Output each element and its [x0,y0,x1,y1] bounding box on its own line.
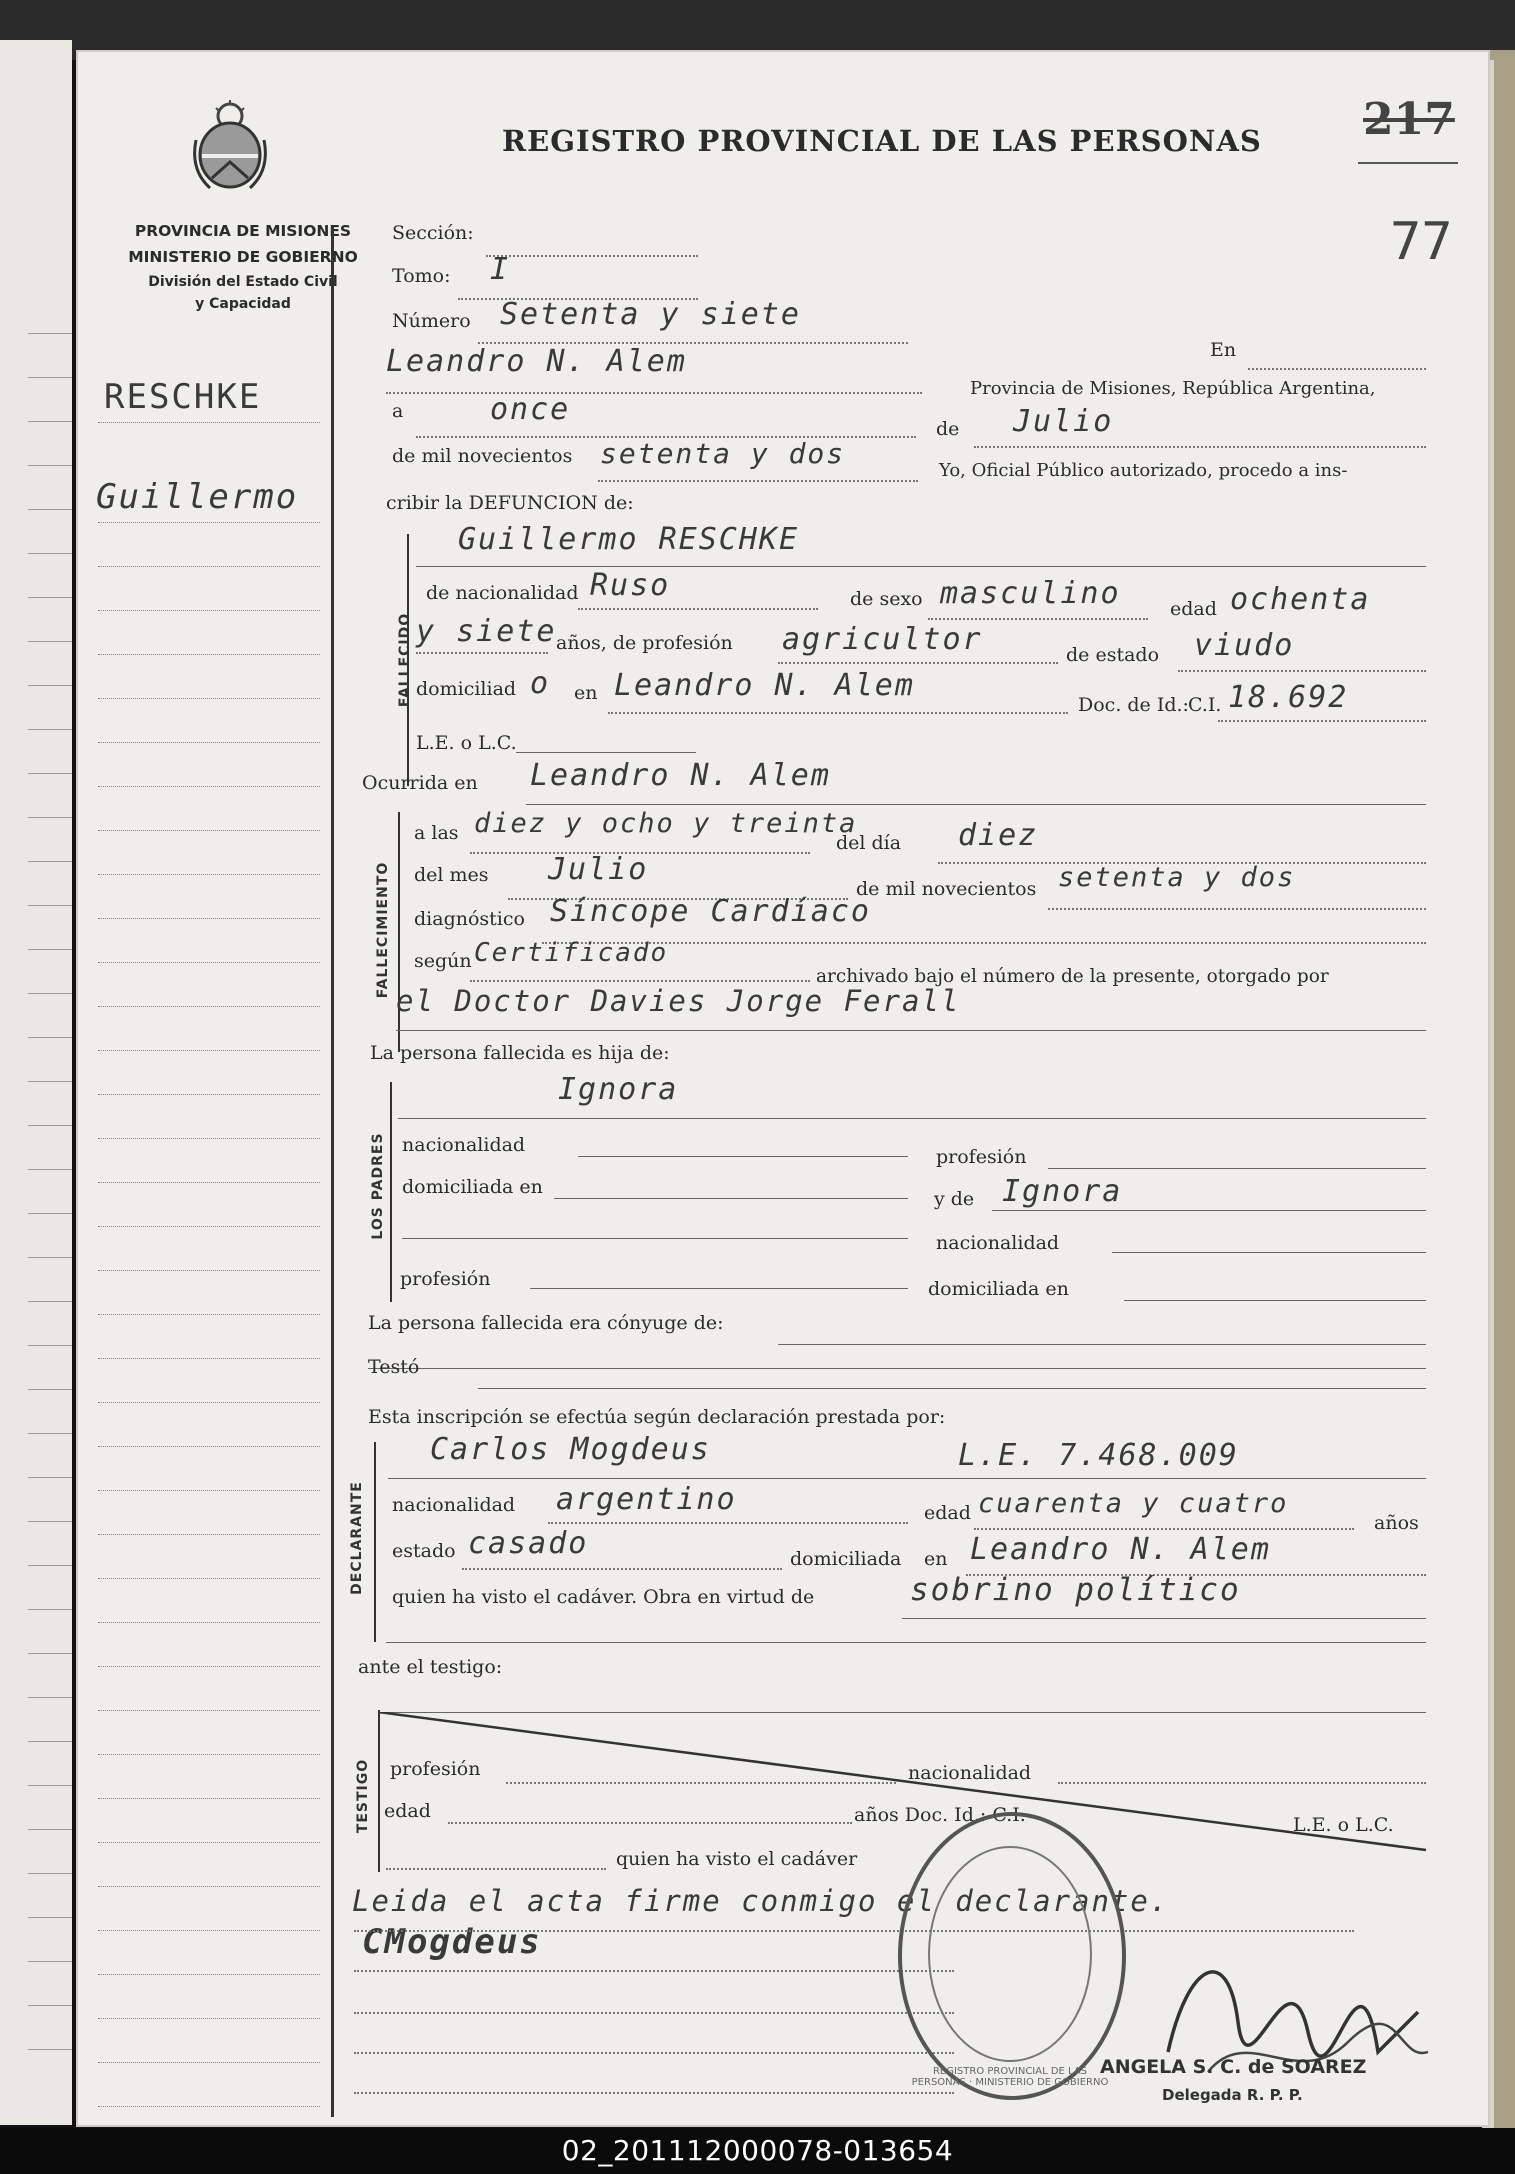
closing-text: Leida el acta firme conmigo el declarante. [352,1884,1170,1918]
edad-value-b: y siete [416,614,557,649]
day-value: once [490,392,571,427]
previous-page-edge [0,40,72,2125]
edad-label: edad [1170,598,1217,620]
declarante-name: Carlos Mogdeus [430,1432,711,1467]
declarante-estado-label: estado [392,1540,456,1562]
padres-section-label: LOS PADRES [370,1132,386,1240]
yo-label: Yo, Oficial Público autorizado, procedo a ins- [939,460,1348,481]
declarante-section-label: DECLARANTE [349,1481,365,1595]
testigo-nacionalidad-label: nacionalidad [908,1762,1032,1784]
en-label: En [1210,339,1237,361]
page-title: REGISTRO PROVINCIAL DE LAS PERSONAS [502,124,1262,158]
domicilio-suffix: o [530,666,551,701]
declarante-domiciliada-label: domiciliada [790,1548,902,1570]
margin-rule [331,227,334,2117]
ministry-heading: MINISTERIO DE GOBIERNO [128,248,358,266]
le-lc-label: L.E. o L.C. [416,732,517,754]
segun-value: Certificado [474,938,669,968]
testigo-ante-label: ante el testigo: [358,1656,503,1678]
ocurrida-label: Ocurrida en [362,772,478,794]
declarante-nacionalidad-label: nacionalidad [392,1494,516,1516]
tomo-value: I [490,252,511,287]
mes-value: Julio [548,852,649,887]
declarante-nacionalidad-value: argentino [556,1482,737,1517]
dia-value: diez [958,818,1039,853]
testigo-anios-doc-label: años Doc. Id.: C.I. [854,1804,1026,1826]
edad-value-a: ochenta [1230,582,1371,617]
testigo-edad-label: edad [384,1800,431,1822]
coat-of-arms-icon [190,100,270,200]
margin-surname: RESCHKE [104,377,262,417]
declarant-signature: CMogdeus [362,1922,542,1962]
official-stamp-icon [898,1812,1126,2100]
estado-label: de estado [1066,644,1160,666]
hora-value: diez y ocho y treinta [474,808,858,839]
del-dia-label: del día [836,832,902,854]
nacionalidad-label: de nacionalidad [426,582,579,604]
padres-nacionalidad-label: nacionalidad [402,1134,526,1156]
padre-value: Ignora [558,1072,679,1107]
testigo-profesion-label: profesión [390,1758,481,1780]
image-id-caption: 02_201112000078-013654 [0,2128,1515,2174]
year-value: setenta y dos [600,437,846,470]
padres-nacionalidad2-label: nacionalidad [936,1232,1060,1254]
province-heading: PROVINCIA DE MISIONES [134,222,352,240]
month-value: Julio [1013,404,1114,439]
doc-label: Doc. de Id.: [1078,694,1189,716]
place-value: Leandro N. Alem [386,344,687,379]
de-mil-label: de mil novecientos [392,445,573,467]
padres-profesion2-label: profesión [400,1268,491,1290]
a-label: a [392,400,404,422]
doc-number: 18.692 [1228,680,1349,715]
madre-value: Ignora [1002,1174,1123,1209]
deceased-full-name: Guillermo RESCHKE [458,522,800,557]
testo-label: Testó [368,1356,420,1378]
sexo-value: masculino [940,576,1121,611]
provincia-label: Provincia de Misiones, República Argentina, [970,378,1376,399]
padres-y-de-label: y de [934,1188,975,1210]
act-number: 77 [1390,212,1453,272]
declarante-quien-label: quien ha visto el cadáver. Obra en virtud de [392,1586,815,1608]
doctor-value: el Doctor Davies Jorge Ferall [396,984,961,1018]
declarante-estado-value: casado [468,1526,589,1561]
padres-profesion-label: profesión [936,1146,1027,1168]
declarante-edad-label: edad [924,1502,971,1524]
anios-label: años, de profesión [556,632,733,654]
de-label: de [936,418,960,440]
background-top [0,0,1515,60]
declarante-anios-label: años [1374,1512,1419,1534]
sexo-label: de sexo [850,588,923,610]
declarante-edad-value: cuarenta y cuatro [978,1488,1289,1519]
capacity-heading: y Capacidad [195,296,291,312]
a-las-label: a las [414,822,459,844]
nacionalidad-value: Ruso [590,568,671,603]
declarante-en-label: en [924,1548,948,1570]
domicilio-en-label: en [574,682,598,704]
profesion-value: agricultor [782,622,983,657]
stamp-text: REGISTRO PROVINCIAL DE LAS PERSONAS · MINISTERIO DE GOBIERNO [911,2066,1109,2088]
fallecido-section-label: FALLECIDO [397,612,413,708]
division-heading: División del Estado Civil [148,274,338,290]
cribir-label: cribir la DEFUNCION de: [386,492,634,514]
document-page [78,52,1488,2125]
declarante-doc: L.E. 7.468.009 [958,1438,1239,1473]
testigo-le-lc-label: L.E. o L.C. [1293,1814,1394,1836]
official-name: ANGELA S. C. de SOAREZ [1100,2056,1367,2078]
diagnostico-label: diagnóstico [414,908,525,930]
official-role: Delegada R. P. P. [1162,2086,1303,2104]
seccion-label: Sección: [392,222,474,244]
domicilio-value: Leandro N. Alem [614,668,915,703]
fallecimiento-section-label: FALLECIMIENTO [375,861,391,999]
ocurrida-value: Leandro N. Alem [530,758,831,793]
del-mes-label: del mes [414,864,489,886]
numero-label: Número [392,310,471,332]
domicilio-label: domiciliad [416,678,517,700]
margin-given-name: Guillermo [96,477,299,517]
fallecimiento-de-mil-label: de mil novecientos [856,878,1037,900]
diagnostico-value: Síncope Cardíaco [550,894,871,929]
declarante-vinculo-value: sobrino político [910,1572,1241,1608]
padres-domiciliada2-label: domiciliada en [928,1278,1069,1300]
fallecimiento-anio-value: setenta y dos [1058,862,1296,893]
conyuge-label: La persona fallecida era cónyuge de: [368,1312,724,1334]
padres-hija-label: La persona fallecida es hija de: [370,1042,670,1064]
struck-folio-number: 217 [1363,94,1455,145]
declarante-intro-label: Esta inscripción se efectúa según declaración prestada por: [368,1406,946,1428]
padres-domiciliada-label: domiciliada en [402,1176,543,1198]
segun-label: según [414,950,472,972]
declarante-domicilio-value: Leandro N. Alem [970,1532,1271,1567]
tomo-label: Tomo: [392,265,451,287]
testigo-quien-label: quien ha visto el cadáver [616,1848,858,1870]
doc-type: C.I. [1188,694,1222,716]
testigo-section-label: TESTIGO [355,1758,371,1834]
estado-value: viudo [1194,628,1295,663]
archivado-label: archivado bajo el número de la presente, otorgado por [816,966,1329,987]
numero-value: Setenta y siete [500,297,801,332]
